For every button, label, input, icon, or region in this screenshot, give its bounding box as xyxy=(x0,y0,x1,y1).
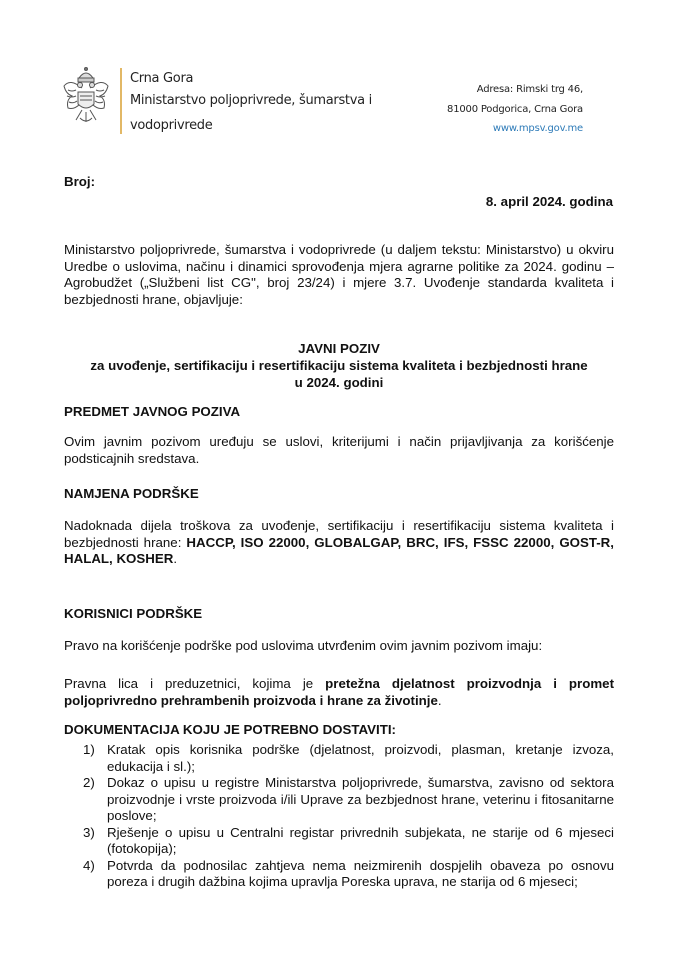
title-line1: JAVNI POZIV xyxy=(298,341,380,356)
list-item-number: 1) xyxy=(83,742,95,757)
section-heading-predmet: PREDMET JAVNOG POZIVA xyxy=(64,404,241,419)
section-text-korisnici-2 xyxy=(64,676,614,709)
namjena-text-plain: Nadoknada dijela troškova za uvođenje, sertifikaciju i resertifikaciju sistema kvaliteta i bezbjednosti hrane: xyxy=(64,518,614,550)
list-item-number: 4) xyxy=(83,857,95,873)
namjena-text-end: . xyxy=(173,551,178,566)
ministry-name xyxy=(130,68,372,137)
document-date: 8. april 2024. godina xyxy=(485,194,613,209)
list-item-number: 3) xyxy=(83,824,95,840)
address-line1: Adresa: Rimski trg 46, xyxy=(476,84,583,95)
address-block xyxy=(447,80,583,139)
list-item xyxy=(64,825,614,858)
namjena-standards: HACCP, ISO 22000, GLOBALGAP, BRC, IFS, FSSC 22000, GOST-R, HALAL, KOSHER xyxy=(64,534,614,566)
section-text-korisnici-1: Pravo na korišćenje podrške pod uslovima utvrđenim ovim javnim pozivom imaju: xyxy=(64,638,543,653)
section-heading-dokumentacija: DOKUMENTACIJA KOJU JE POTREBNO DOSTAVITI: xyxy=(64,722,396,737)
coat-of-arms-icon xyxy=(62,64,110,134)
ministry-name-line1: Ministarstvo poljoprivrede, šumarstva i xyxy=(130,93,372,108)
section-text-predmet: Ovim javnim pozivom uređuju se uslovi, kriterijumi i način prijavljivanja za korišćenje podsticajnih sredstava. xyxy=(64,434,614,466)
header-divider xyxy=(120,68,122,134)
document-number-label: Broj: xyxy=(64,174,96,189)
list-item-number: 2) xyxy=(83,775,95,790)
title-line2: za uvođenje, sertifikaciju i resertifikaciju sistema kvaliteta i bezbjednosti hrane xyxy=(90,358,588,373)
korisnici-text-plain: Pravna lica i preduzetnici, kojima je xyxy=(64,676,326,691)
list-item-text: Kratak opis korisnika podrške (djelatnost, proizvodi, plasman, kretanje izvoza, edukacija i sl.); xyxy=(107,742,614,774)
documentation-list xyxy=(64,742,614,891)
korisnici-text-end: . xyxy=(437,692,442,708)
address-line2: 81000 Podgorica, Crna Gora xyxy=(447,103,583,115)
list-item xyxy=(64,742,614,775)
title-line3: u 2024. godini xyxy=(294,375,384,390)
section-heading-namjena: NAMJENA PODRŠKE xyxy=(64,486,199,501)
country-name: Crna Gora xyxy=(130,71,194,86)
list-item-text: Potvrda da podnosilac zahtjeva nema neizmirenih dospjelih obaveza po osnovu poreza i drugih dažbina kojima upravlja Poreska uprava, ne starija od 6 mjeseci; xyxy=(107,857,614,889)
korisnici-text-bold: pretežna djelatnost proizvodnja i promet poljoprivredno prehrambenih proizvoda i hrane za životinje xyxy=(64,676,614,708)
ministry-name-line2: vodoprivrede xyxy=(130,118,213,133)
list-item-text: Rješenje o upisu u Centralni registar privrednih subjekata, ne starije od 6 mjeseci (fotokopija); xyxy=(107,824,614,856)
intro-paragraph: Ministarstvo poljoprivrede, šumarstva i vodoprivrede (u daljem tekstu: Ministarstvo) u okviru Uredbe o uslovima, načinu i dinamici sprovođenja mjera agrarne politike za 2024. godinu – Agrobudžet („Službeni list CG", broj 23/24) i mjere 3.7. Uvođenje standarda kvaliteta i bezbjednosti hrane, objavljuje: xyxy=(64,242,614,307)
list-item xyxy=(64,775,614,825)
section-heading-korisnici: KORISNICI PODRŠKE xyxy=(64,606,203,621)
document-title xyxy=(64,340,614,391)
website-link[interactable]: www.mpsv.gov.me xyxy=(492,123,583,134)
section-text-namjena xyxy=(64,518,614,568)
list-item-text: Dokaz o upisu u registre Ministarstva poljoprivrede, šumarstva, zavisno od sektora proizvodnje i vrste proizvoda i/ili Uprave za bezbjednost hrane, veterinu i fitosanitarne poslove; xyxy=(107,775,614,823)
list-item xyxy=(64,858,614,891)
